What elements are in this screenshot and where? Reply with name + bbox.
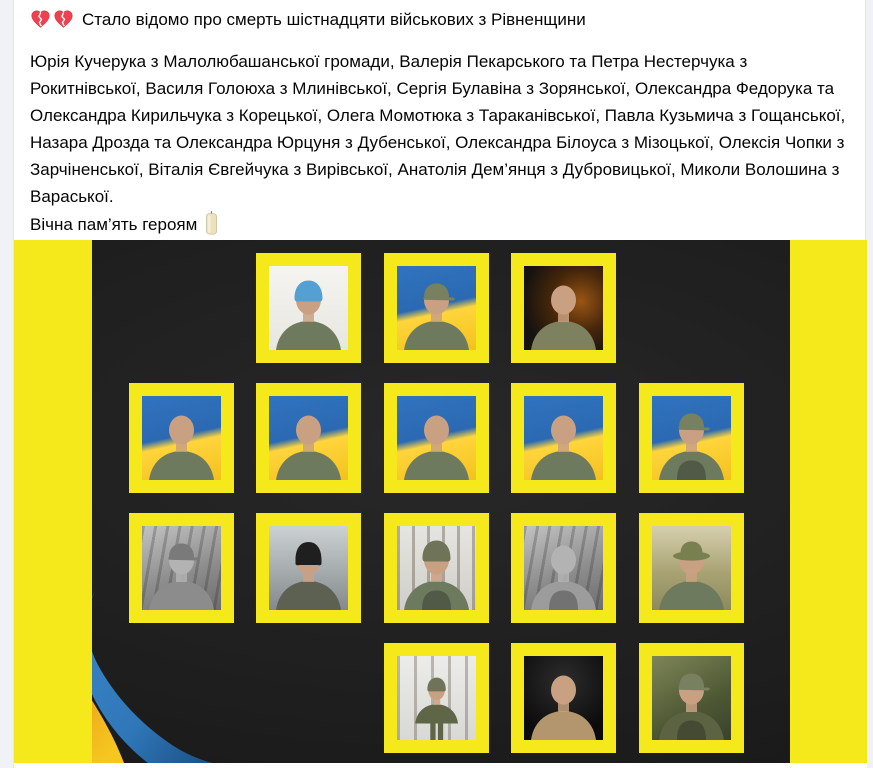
soldier-portrait <box>524 396 603 480</box>
soldier-portrait <box>142 526 221 610</box>
portrait-frame <box>384 383 489 493</box>
post-closing-text: Вічна пам’ять героям <box>30 215 198 234</box>
soldier-portrait <box>652 396 731 480</box>
post-card <box>13 0 866 768</box>
post-body-text: Юрія Кучерука з Малолюбашанської громади, Валерія Пекарського та Петра Нестерчука з Рокитнівської, Василя Голоюха з Млинівської, Сергія Булавіна з Зорянської, Олександра Федорука та Олександра Кирильчука з Корецької, Олега Момотюка з Тараканівської, Павла Кузьмича з Гощанської, Назара Дрозда та Олександра Юрцуня з Дубенської, Олександра Білоуса з Мізоцької, Олексія Чопки з Зарчіненської, Віталія Євгейчука з Вирівської, Анатолія Дем’янця з Дубровицької, Миколи Волошина з Вараської. <box>30 52 846 206</box>
soldier-portrait <box>269 396 348 480</box>
portrait-frame <box>256 513 361 623</box>
portrait-frame <box>384 643 489 753</box>
soldier-portrait <box>524 656 603 740</box>
broken-heart-icon <box>30 9 51 29</box>
soldier-portrait <box>269 526 348 610</box>
soldier-portrait <box>524 526 603 610</box>
post-text <box>14 0 865 238</box>
portrait-grid <box>14 240 867 763</box>
portrait-frame <box>384 513 489 623</box>
soldier-portrait <box>269 266 348 350</box>
portrait-frame <box>511 513 616 623</box>
post-title <box>30 6 849 37</box>
soldier-portrait <box>652 656 731 740</box>
portrait-frame <box>639 513 744 623</box>
portrait-frame <box>256 383 361 493</box>
broken-heart-icons <box>30 9 76 37</box>
soldier-portrait <box>397 656 476 740</box>
broken-heart-icon <box>53 9 74 29</box>
portrait-frame <box>256 253 361 363</box>
portrait-frame <box>639 383 744 493</box>
soldier-portrait <box>397 396 476 480</box>
portrait-frame <box>129 383 234 493</box>
soldier-portrait <box>524 266 603 350</box>
portrait-frame <box>129 513 234 623</box>
soldier-portrait <box>142 396 221 480</box>
memorial-image[interactable] <box>14 240 867 763</box>
portrait-frame <box>511 383 616 493</box>
portrait-frame <box>511 253 616 363</box>
post-title-text: Стало відомо про смерть шістнадцяти військових з Рівненщини <box>82 10 586 29</box>
soldier-portrait <box>652 526 731 610</box>
post-closing <box>30 210 849 238</box>
candle-icon <box>205 210 218 235</box>
soldier-portrait <box>397 266 476 350</box>
portrait-frame <box>511 643 616 753</box>
card-bottom-strip <box>14 763 867 768</box>
soldier-portrait <box>397 526 476 610</box>
portrait-frame <box>384 253 489 363</box>
portrait-frame <box>639 643 744 753</box>
